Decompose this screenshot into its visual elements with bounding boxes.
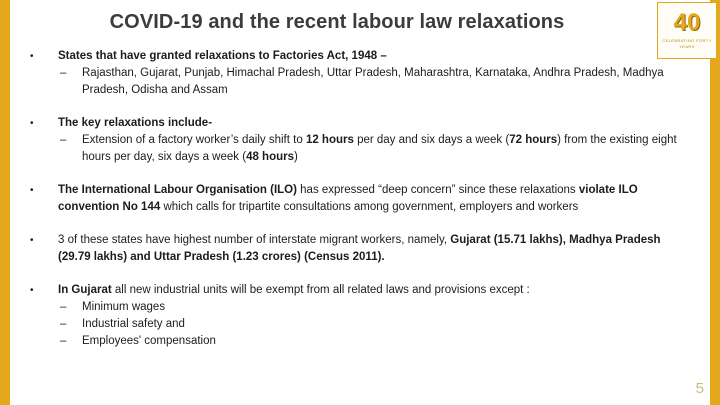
bullet-text: The key relaxations include- bbox=[58, 117, 213, 130]
sub-bullet-marker: – bbox=[60, 67, 67, 80]
bullet-marker: • bbox=[30, 185, 34, 197]
sub-bullet-marker: – bbox=[60, 335, 67, 348]
bullet-item bbox=[30, 232, 682, 266]
sub-bullet-item bbox=[60, 333, 682, 350]
bullet-item bbox=[30, 48, 682, 99]
page-title: COVID-19 and the recent labour law relaxations bbox=[109, 11, 565, 33]
sub-bullet-text: Rajasthan, Gujarat, Punjab, Himachal Pradesh, Uttar Pradesh, Maharashtra, Karnataka, Andhra Pradesh, Madhya Pradesh, Odisha and Assam bbox=[82, 67, 664, 97]
bullet-marker: • bbox=[30, 118, 34, 130]
bullet-marker: • bbox=[30, 285, 34, 297]
bullet-text: 3 of these states have highest number of interstate migrant workers, namely, Gujarat (15.71 lakhs), Madhya Pradesh (29.79 lakhs) and Uttar Pradesh (1.23 crores) (Census 2011). bbox=[58, 234, 661, 264]
page-number: 5 bbox=[695, 380, 704, 397]
right-accent-bar bbox=[710, 0, 720, 405]
sub-bullet-text: Extension of a factory worker’s daily shift to 12 hours per day and six days a week (72 hours) from the existing eight hours per day, six days a week (48 hours) bbox=[82, 134, 677, 164]
bullet-item bbox=[30, 115, 682, 166]
sub-bullet-marker: – bbox=[60, 134, 67, 147]
bullet-marker: • bbox=[30, 235, 34, 247]
sub-bullet-text: Employees' compensation bbox=[82, 335, 216, 348]
logo-number: 40 bbox=[673, 9, 701, 36]
sub-bullet-text: Industrial safety and bbox=[82, 318, 185, 331]
sub-bullet-marker: – bbox=[60, 301, 67, 314]
sub-bullet-item bbox=[60, 65, 682, 99]
logo-caption: CELEBRATING FORTY YEARS bbox=[662, 38, 712, 49]
sub-bullet-text: Minimum wages bbox=[82, 301, 166, 314]
sub-bullet-marker: – bbox=[60, 318, 67, 331]
anniversary-logo bbox=[657, 2, 717, 59]
sub-bullet-item bbox=[60, 316, 682, 333]
bullet-item bbox=[30, 282, 682, 350]
left-accent-bar bbox=[0, 0, 10, 405]
bullet-item bbox=[30, 182, 682, 216]
bullet-text: The International Labour Organisation (ILO) has expressed “deep concern” since these relaxations violate ILO convention No 144 which calls for tripartite consultations among government, employers and workers bbox=[58, 184, 638, 214]
bullet-marker: • bbox=[30, 51, 34, 62]
bullet-list bbox=[30, 48, 682, 366]
sub-bullet-item bbox=[60, 132, 682, 166]
bullet-text: In Gujarat all new industrial units will be exempt from all related laws and provisions except : bbox=[58, 284, 530, 297]
sub-bullet-item bbox=[60, 299, 682, 316]
bullet-text: States that have granted relaxations to Factories Act, 1948 – bbox=[58, 50, 387, 62]
